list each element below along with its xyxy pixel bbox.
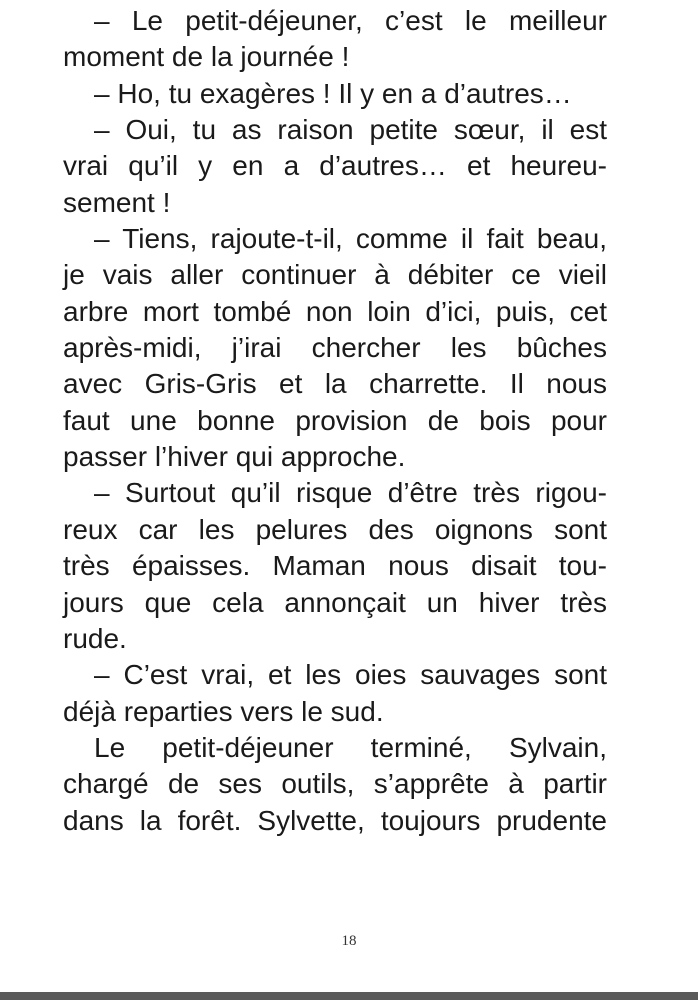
text-line: après-midi, j’irai chercher les bûches [63,332,607,364]
text-line: – Tiens, rajoute-t-il, comme il fait beau, [94,223,607,255]
text-line: – Ho, tu exagères ! Il y en a d’autres… [94,77,572,109]
text-line: je vais aller continuer à débiter ce vieil [63,259,607,291]
text-line: – Oui, tu as raison petite sœur, il est [94,114,607,146]
text-line: – C’est vrai, et les oies sauvages sont [94,659,607,691]
text-line: rude. [63,622,127,654]
text-line: Le petit-déjeuner terminé, Sylvain, [94,731,607,763]
text-line: vrai qu’il y en a d’autres… et heureu- [63,150,607,182]
text-line: chargé de ses outils, s’apprête à partir [63,768,607,800]
text-line: arbre mort tombé non loin d’ici, puis, cet [63,295,607,327]
text-line: jours que cela annonçait un hiver très [63,586,607,618]
page-number: 18 [341,933,357,949]
text-line: faut une bonne provision de bois pour [63,404,607,436]
text-line: passer l’hiver qui approche. [63,441,406,473]
bottom-scroll-bar[interactable] [0,992,698,1000]
text-line: dans la forêt. Sylvette, toujours prudente [63,804,607,836]
text-line: avec Gris-Gris et la charrette. Il nous [63,368,607,400]
text-line: reux car les pelures des oignons sont [63,513,607,545]
text-line: – Le petit-déjeuner, c’est le meilleur [94,5,607,36]
text-line: déjà reparties vers le sud. [63,695,384,727]
text-line: très épaisses. Maman nous disait tou- [63,550,607,582]
text-line: sement ! [63,186,171,218]
page-body-text [63,3,607,839]
text-line: – Surtout qu’il risque d’être très rigou- [94,477,607,509]
text-line: moment de la journée ! [63,41,350,73]
